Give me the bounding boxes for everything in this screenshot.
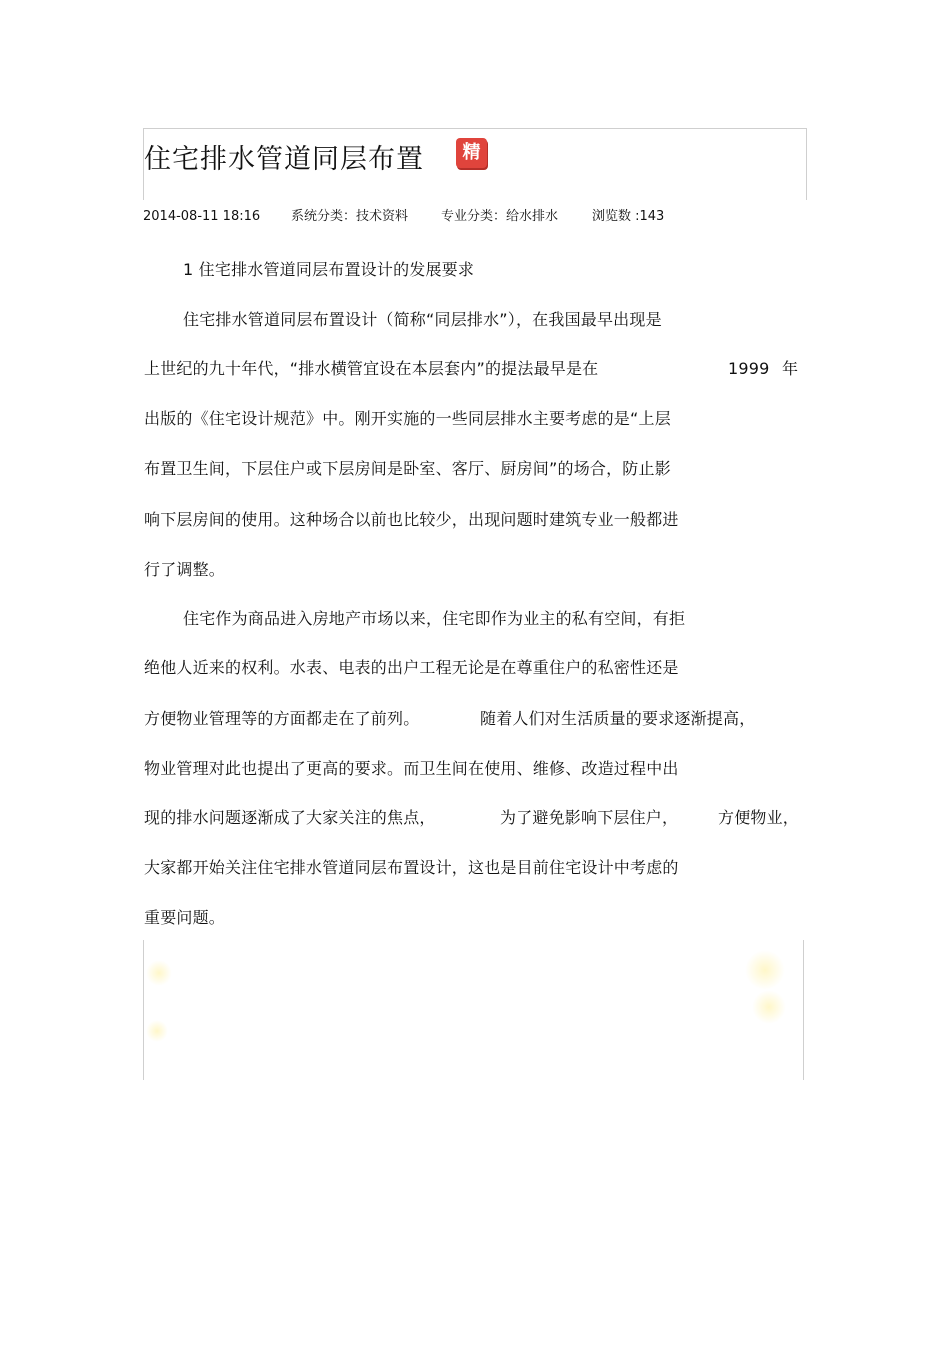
paragraph-line: 布置卫生间，下层住户或下层房间是卧室、客厅、厨房间”的场合，防止影 <box>144 459 671 478</box>
paragraph-line: 绝他人近来的权利。水表、电表的出户工程无论是在尊重住户的私密性还是 <box>144 658 679 677</box>
faint-image-artifact <box>752 990 786 1024</box>
frame-right-border-bottom <box>803 940 804 1080</box>
faint-image-artifact <box>146 960 172 986</box>
frame-right-border-top <box>806 128 807 200</box>
line-segment: 随着人们对生活质量的要求逐渐提高， <box>480 709 756 728</box>
line-segment: 上世纪的九十年代，“排水横管宜设在本层套内”的提法最早是在 <box>144 359 599 378</box>
paragraph-line: 住宅排水管道同层布置设计（简称“同层排水”），在我国最早出现是 <box>183 310 662 329</box>
publish-date: 2014-08-11 18:16 <box>143 209 261 224</box>
paragraph-line: 出版的《住宅设计规范》中。刚开实施的一些同层排水主要考虑的是“上层 <box>144 409 671 428</box>
line-segment: 方便物业， <box>718 808 800 827</box>
line-segment: 为了避免影响下层住户， <box>500 808 679 827</box>
paragraph-line: 行了调整。 <box>144 560 226 579</box>
professional-category[interactable]: 专业分类：给水排水 <box>441 209 559 224</box>
line-segment: 方便物业管理等的方面都走在了前列。 <box>144 709 420 728</box>
system-category[interactable]: 系统分类：技术资料 <box>291 209 409 224</box>
line-segment: 年 <box>782 359 799 378</box>
line-segment: 现的排水问题逐渐成了大家关注的焦点， <box>144 808 436 827</box>
featured-badge: 精 <box>456 138 487 168</box>
paragraph-line: 物业管理对此也提出了更高的要求。而卫生间在使用、维修、改造过程中出 <box>144 759 679 778</box>
paragraph-line: 响下层房间的使用。这种场合以前也比较少，出现问题时建筑专业一般都进 <box>144 510 679 529</box>
frame-left-border-bottom <box>143 940 144 1080</box>
article-title: 住宅排水管道同层布置 <box>144 144 424 175</box>
paragraph-line <box>144 806 804 830</box>
faint-image-artifact <box>146 1020 168 1042</box>
paragraph-line: 重要问题。 <box>144 908 226 927</box>
paragraph-line <box>144 357 804 381</box>
line-segment: 1999 <box>728 359 770 378</box>
faint-image-artifact <box>745 950 785 990</box>
frame-top-border <box>143 128 807 129</box>
paragraph-line: 大家都开始关注住宅排水管道同层布置设计，这也是目前住宅设计中考虑的 <box>144 858 679 877</box>
section-heading: 1 住宅排水管道同层布置设计的发展要求 <box>183 260 475 279</box>
view-count: 浏览数 :143 <box>592 209 665 224</box>
paragraph-line <box>144 707 804 731</box>
paragraph-line: 住宅作为商品进入房地产市场以来，住宅即作为业主的私有空间，有拒 <box>183 609 686 628</box>
